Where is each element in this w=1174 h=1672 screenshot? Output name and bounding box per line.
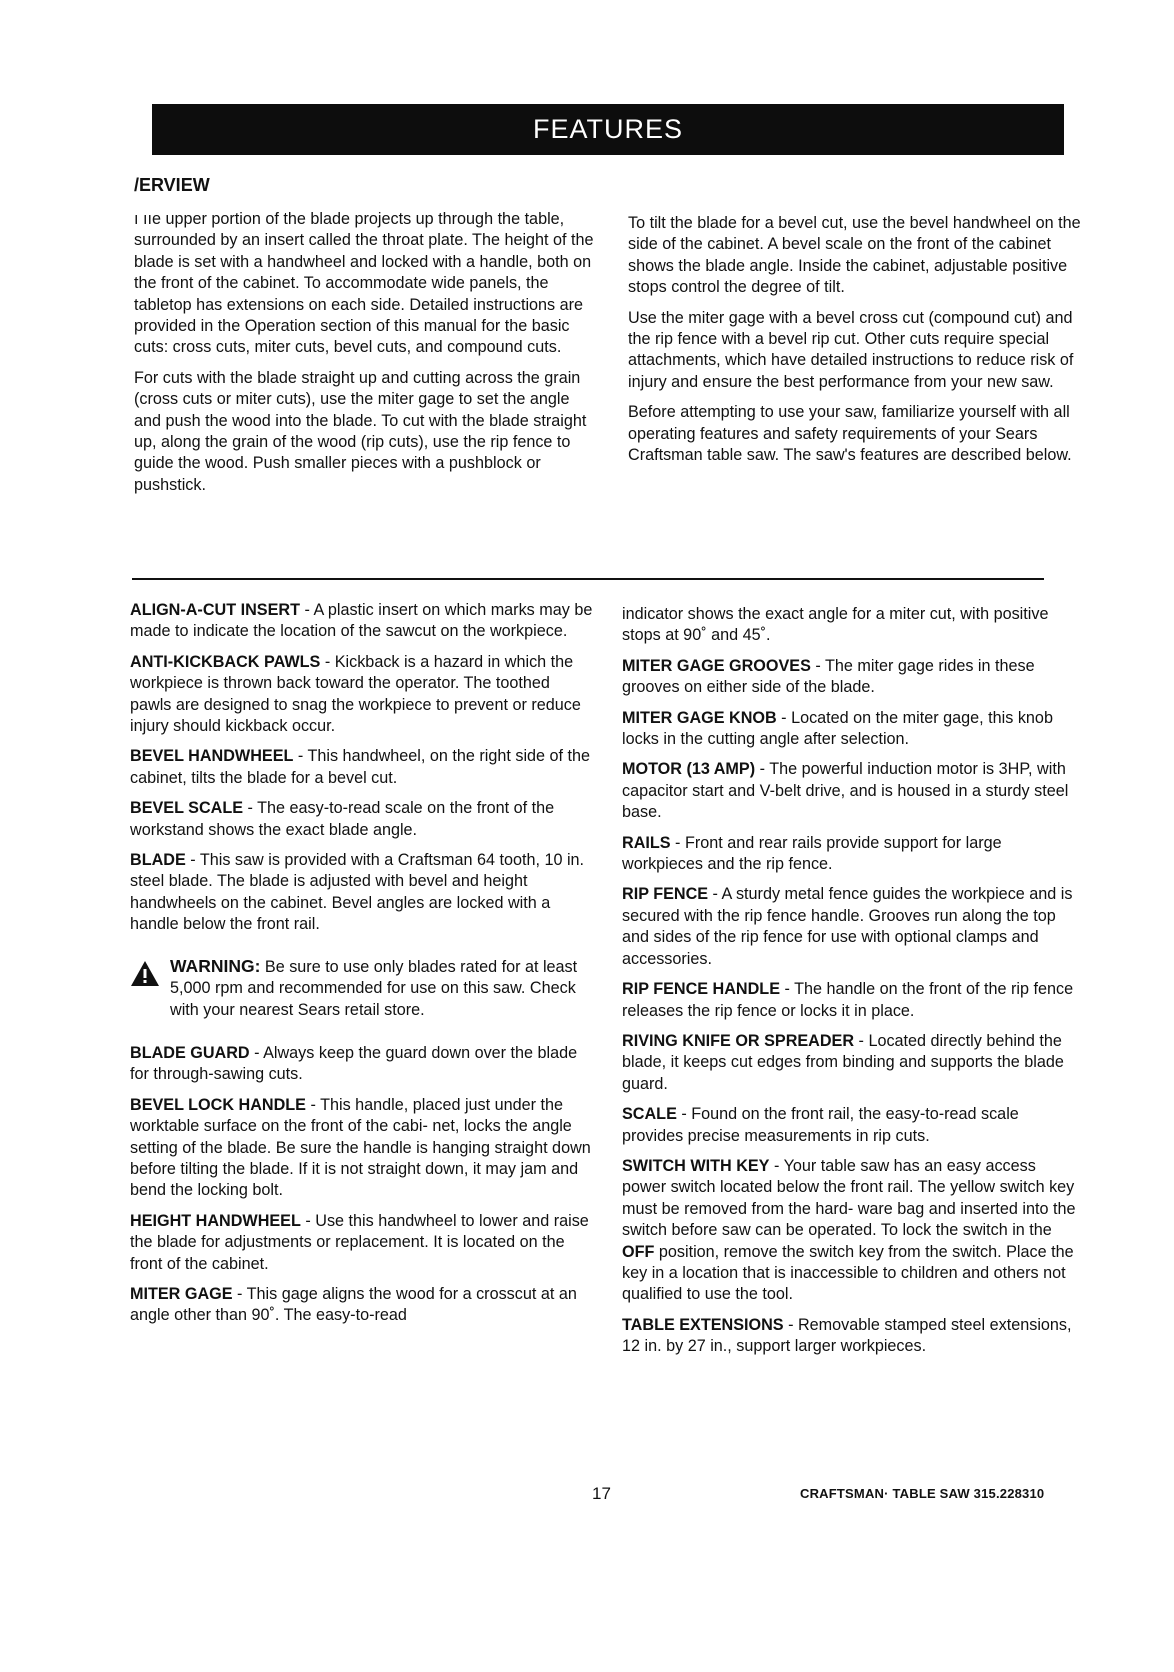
feature-term: MITER GAGE — [130, 1284, 233, 1303]
feature-term: SWITCH WITH KEY — [622, 1156, 770, 1175]
feature-description: - The powerful induction motor is 3HP, with capacitor start and V-belt drive, and is housed in a sturdy steel base. — [622, 760, 1069, 822]
feature-term: RAILS — [622, 833, 671, 852]
feature-term: RIP FENCE HANDLE — [622, 980, 780, 999]
page-number: 17 — [592, 1484, 611, 1503]
warning-box — [130, 956, 595, 1021]
feature-item — [622, 656, 1084, 699]
feature-item — [622, 979, 1084, 1022]
overview-paragraph: For cuts with the blade straight up and cutting across the grain (cross cuts or miter cuts), use the miter gage to set the angle and push the wood into the blade. To cut with the blade straight up, along the grain of the wood (rip cuts), use the rip fence to guide the wood. Push smaller pieces with a pushblock or pushstick. — [134, 368, 587, 494]
features-right-column — [622, 604, 1084, 1367]
feature-description: - A sturdy metal fence guides the workpiece and is secured with the rip fence handle. Grooves run along the top and sides of the rip fence for use with optional clamps and accessories. — [622, 885, 1073, 968]
feature-item — [622, 1104, 1084, 1147]
feature-description: - Located on the miter gage, this knob locks in the cutting angle after selection. — [622, 708, 1053, 749]
feature-term: BEVEL LOCK HANDLE — [130, 1095, 306, 1114]
feature-term: SCALE — [622, 1105, 677, 1124]
feature-item — [130, 850, 595, 936]
feature-term: HEIGHT HANDWHEEL — [130, 1211, 301, 1230]
feature-term: ANTI-KICKBACK PAWLS — [130, 652, 321, 671]
warning-label: WARNING: — [170, 955, 261, 976]
feature-term: BLADE GUARD — [130, 1043, 250, 1062]
feature-description: - This handwheel, on the right side of the cabinet, tilts the blade for a bevel cut. — [130, 747, 591, 787]
warning-text: Be sure to use only blades rated for at least 5,000 rpm and recommended for use on this saw. Check with your nearest Sears retail store. — [170, 957, 578, 1019]
feature-description: - The handle on the front of the rip fence releases the rip fence or locks it in place. — [622, 980, 1074, 1020]
feature-item — [622, 759, 1084, 823]
feature-description: - This handle, placed just under the worktable surface on the front of the cabi- net, locks the angle setting of the blade. Be sure the handle is hanging straight down before tilting the blade. If it is not straight down, it may jam and bend the locking bolt. — [130, 1095, 591, 1200]
feature-term: BEVEL HANDWHEEL — [130, 747, 294, 766]
feature-description: position, remove the switch key from the switch. Place the key in a location that is inaccessible to children and others not qualified to use the tool. — [622, 1242, 1074, 1304]
feature-description: - Front and rear rails provide support for large workpieces and the rip fence. — [622, 833, 1002, 874]
overview-right-column — [628, 213, 1083, 475]
overview-paragraph: Use the miter gage with a bevel cross cut (compound cut) and the rip fence with a bevel rip cut. Other cuts require special attachments, which have detailed instructions to reduce risk of injury and ensure the best performance from your new saw. — [628, 308, 1074, 391]
feature-description: - Use this handwheel to lower and raise the blade for adjustments or replacement. It is located on the front of the cabinet. — [130, 1211, 589, 1273]
footer-brand: CRAFTSMAN· TABLE SAW 315.228310 — [800, 1486, 1045, 1501]
feature-item — [130, 1284, 595, 1327]
feature-description: - The easy-to-read scale on the front of the workstand shows the exact blade angle. — [130, 799, 555, 839]
feature-description: - Kickback is a hazard in which the workpiece is thrown back toward the operator. The toothed pawls are designed to snag the workpiece to prevent or reduce injury should kickback occur. — [130, 652, 581, 736]
feature-term: RIP FENCE — [622, 885, 709, 904]
feature-description: - The miter gage rides in these grooves on either side of the blade. — [622, 656, 1035, 697]
feature-continuation: indicator shows the exact angle for a miter cut, with positive stops at 90˚ and 45˚. — [622, 605, 1049, 645]
feature-item — [130, 746, 595, 789]
feature-item — [130, 652, 595, 738]
feature-term: BEVEL SCALE — [130, 799, 244, 818]
overview-paragraph: To tilt the blade for a bevel cut, use the bevel handwheel on the side of the cabinet. A bevel scale on the front of the cabinet shows the blade angle. Inside the cabinet, adjustable positive stops control the degree of tilt. — [628, 214, 1081, 297]
feature-description: - Your table saw has an easy access power switch located below the front rail. The yellow switch key must be removed from the hard- ware bag and inserted into the switch before saw can be operated. To lock the switch in the — [622, 1156, 1076, 1240]
feature-term: TABLE EXTENSIONS — [622, 1315, 784, 1334]
section-divider — [132, 578, 1044, 580]
warning-triangle-icon — [130, 960, 160, 987]
feature-item — [622, 833, 1084, 876]
feature-term: RIVING KNIFE OR SPREADER — [622, 1031, 855, 1050]
overview-paragraph: ı ııe upper portion of the blade projects up through the table, surrounded by an insert called the throat plate. The height of the blade is set with a handwheel and locked with a handle, both on the front of the cabinet. To accommodate wide panels, the tabletop has extensions on each side. Detailed instructions are provided in the Operation section of this manual for the basic cuts: cross cuts, miter cuts, bevel cuts, and compound cuts. — [134, 210, 594, 357]
features-banner: FEATURES — [152, 104, 1064, 155]
feature-item — [622, 1031, 1084, 1095]
section-title: /ERVIEW — [134, 175, 210, 195]
feature-item — [130, 1043, 595, 1086]
feature-description: - This saw is provided with a Craftsman 64 tooth, 10 in. steel blade. The blade is adjusted with bevel and height handwheels on the cabinet. Bevel angles are locked with a handle below the front rail. — [130, 851, 585, 934]
feature-term: MITER GAGE GROOVES — [622, 656, 811, 675]
feature-item — [622, 1315, 1084, 1358]
off-position-label: OFF — [622, 1242, 655, 1261]
feature-term: MOTOR (13 AMP) — [622, 760, 756, 779]
feature-term: BLADE — [130, 851, 186, 870]
overview-left-column — [134, 209, 594, 505]
feature-item — [130, 600, 595, 643]
feature-description: - Found on the front rail, the easy-to-read scale provides precise measurements in rip cuts. — [622, 1105, 1019, 1145]
feature-item — [130, 1095, 595, 1202]
feature-item — [130, 1211, 595, 1275]
feature-item — [622, 1156, 1084, 1306]
feature-term: ALIGN-A-CUT INSERT — [130, 601, 300, 619]
feature-item — [622, 884, 1084, 970]
feature-description: - Removable stamped steel extensions, 12 in. by 27 in., support larger workpieces. — [622, 1315, 1072, 1356]
feature-description: - This gage aligns the wood for a crosscut at an angle other than 90˚. The easy-to-read — [130, 1284, 577, 1325]
feature-item — [130, 798, 595, 841]
feature-description: - A plastic insert on which marks may be made to indicate the location of the sawcut on the workpiece. — [130, 601, 593, 641]
feature-description: - Always keep the guard down over the blade for through-sawing cuts. — [130, 1043, 578, 1084]
feature-term: MITER GAGE KNOB — [622, 708, 777, 727]
feature-description: - Located directly behind the blade, it keeps cut edges from binding and supports the blade guard. — [622, 1031, 1064, 1093]
overview-paragraph: Before attempting to use your saw, familiarize yourself with all operating features and safety requirements of your Sears Craftsman table saw. The saw's features are described below. — [628, 403, 1072, 465]
feature-item — [622, 708, 1084, 751]
features-left-column — [130, 600, 595, 1336]
